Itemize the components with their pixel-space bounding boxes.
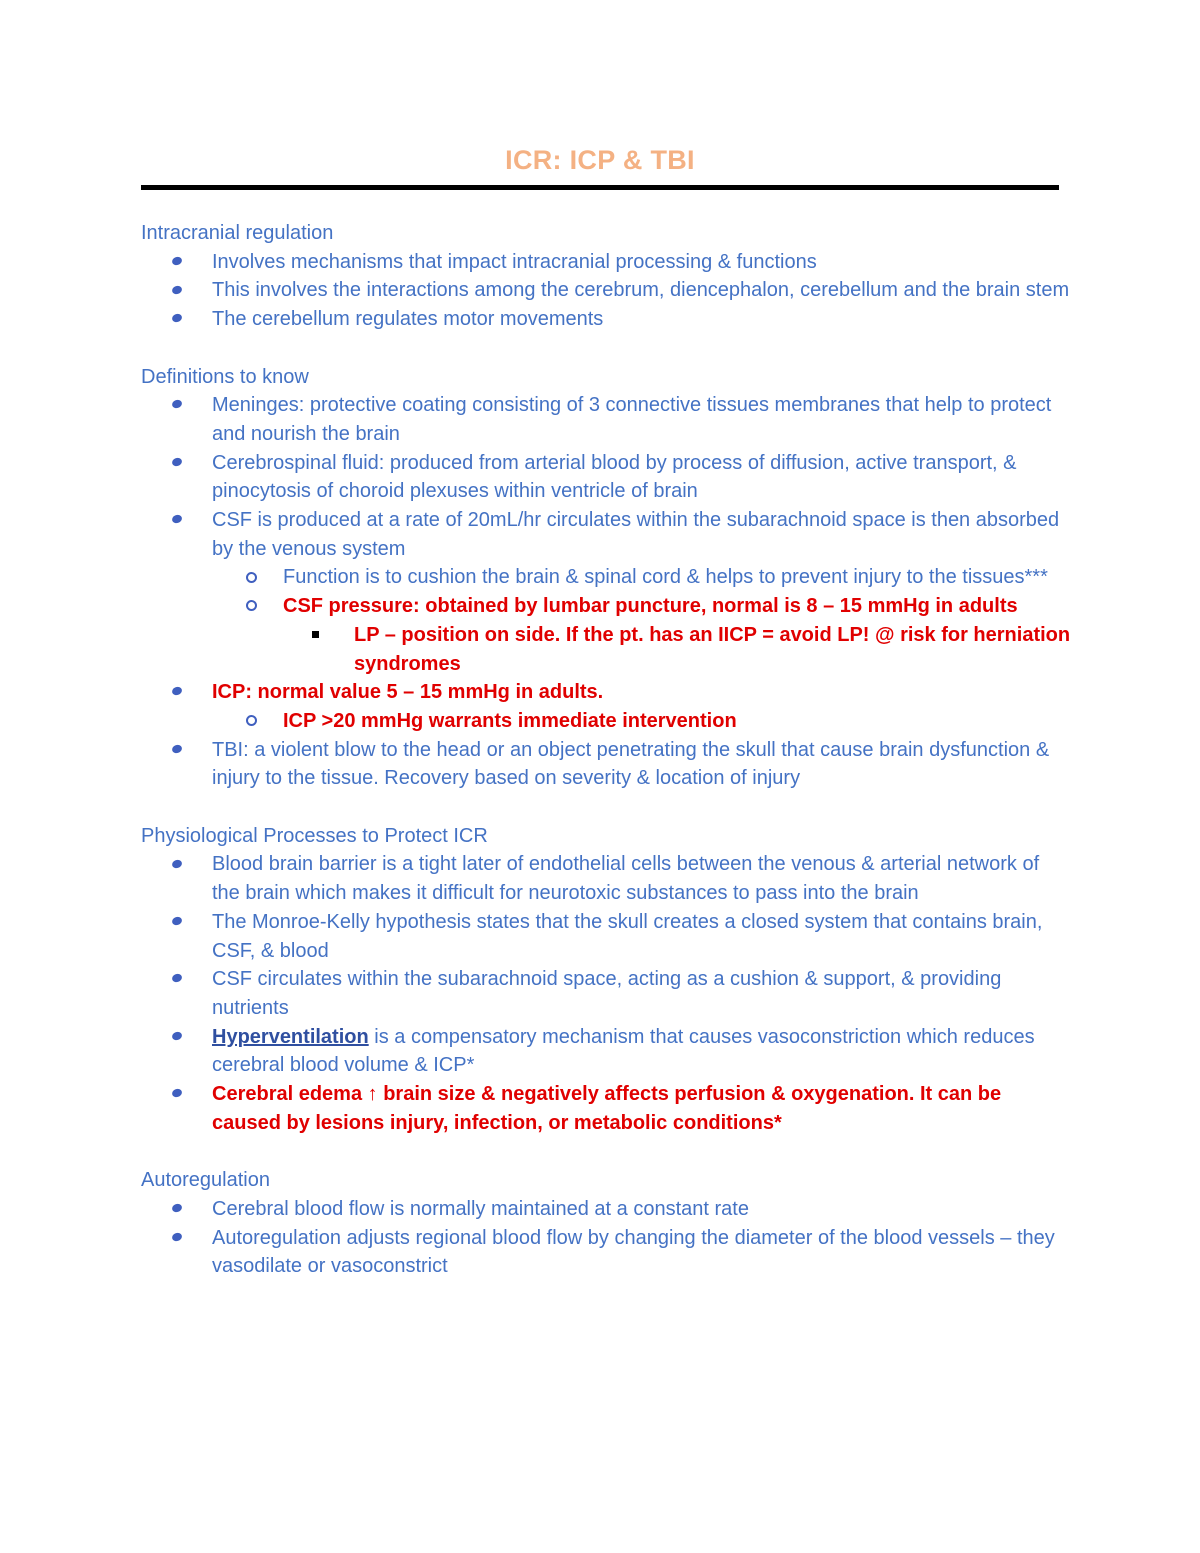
bullet-dot-icon xyxy=(172,678,182,707)
list-item: TBI: a violent blow to the head or an object penetrating the skull that cause brain dysfunction & injury to the tissue. Recovery based on severity & location of injury xyxy=(141,736,1071,793)
list-item: CSF circulates within the subarachnoid space, acting as a cushion & support, & providing nutrients xyxy=(141,965,1071,1022)
list-item: ICP: normal value 5 – 15 mmHg in adults. xyxy=(141,678,1071,707)
list-item: The Monroe-Kelly hypothesis states that the skull creates a closed system that contains brain, CSF, & blood xyxy=(141,908,1071,965)
list-item: Function is to cushion the brain & spinal cord & helps to prevent injury to the tissues*** xyxy=(141,563,1071,592)
autoregulation-list xyxy=(141,1195,1071,1281)
bullet-dot-icon xyxy=(172,1023,182,1052)
list-item: Cerebrospinal fluid: produced from arterial blood by process of diffusion, active transport, & pinocytosis of choroid plexuses within ventricle of brain xyxy=(141,449,1071,506)
bullet-dot-icon xyxy=(172,276,182,305)
list-item: Autoregulation adjusts regional blood flow by changing the diameter of the blood vessels – they vasodilate or vasoconstrict xyxy=(141,1224,1071,1281)
list-item: The cerebellum regulates motor movements xyxy=(141,305,1071,334)
bullet-dot-icon xyxy=(172,1080,182,1109)
intracranial-list xyxy=(141,248,1071,334)
bullet-dot-icon xyxy=(172,908,182,937)
list-item: This involves the interactions among the cerebrum, diencephalon, cerebellum and the brain stem xyxy=(141,276,1071,305)
list-item: Blood brain barrier is a tight later of endothelial cells between the venous & arterial network of the brain which makes it difficult for neurotoxic substances to pass into the brain xyxy=(141,850,1071,907)
list-item: Hyperventilation is a compensatory mechanism that causes vasoconstriction which reduces cerebral blood volume & ICP* xyxy=(141,1023,1071,1080)
list-item: CSF pressure: obtained by lumbar puncture, normal is 8 – 15 mmHg in adults xyxy=(141,592,1071,621)
bullet-dot-icon xyxy=(172,1195,182,1224)
list-item: LP – position on side. If the pt. has an IICP = avoid LP! @ risk for herniation syndromes xyxy=(141,621,1071,678)
list-item: Involves mechanisms that impact intracranial processing & functions xyxy=(141,248,1071,277)
section-heading-physiological: Physiological Processes to Protect ICR xyxy=(141,824,488,847)
bullet-dot-icon xyxy=(172,248,182,277)
bullet-dot-icon xyxy=(172,965,182,994)
section-heading-autoregulation: Autoregulation xyxy=(141,1169,270,1192)
bullet-circle-icon xyxy=(246,707,257,736)
bullet-dot-icon xyxy=(172,736,182,765)
list-item: Cerebral blood flow is normally maintained at a constant rate xyxy=(141,1195,1071,1224)
bullet-dot-icon xyxy=(172,506,182,535)
list-item: Meninges: protective coating consisting of 3 connective tissues membranes that help to protect and nourish the brain xyxy=(141,391,1071,448)
bullet-circle-icon xyxy=(246,592,257,621)
hyperventilation-term: Hyperventilation xyxy=(212,1025,369,1048)
document-title: ICR: ICP & TBI xyxy=(505,145,695,175)
list-item: Cerebral edema ↑ brain size & negatively affects perfusion & oxygenation. It can be caused by lesions injury, infection, or metabolic conditions* xyxy=(141,1080,1071,1137)
title-rule xyxy=(141,185,1059,190)
section-heading-intracranial: Intracranial regulation xyxy=(141,222,334,244)
physiological-list xyxy=(141,850,1071,1137)
section-heading-definitions: Definitions to know xyxy=(141,365,309,388)
bullet-dot-icon xyxy=(172,391,182,420)
bullet-dot-icon xyxy=(172,850,182,879)
bullet-circle-icon xyxy=(246,563,257,592)
list-item: CSF is produced at a rate of 20mL/hr circulates within the subarachnoid space is then absorbed by the venous system xyxy=(141,506,1071,563)
bullet-dot-icon xyxy=(172,449,182,478)
bullet-square-icon xyxy=(312,621,319,650)
definitions-list xyxy=(141,391,1071,793)
bullet-dot-icon xyxy=(172,1224,182,1253)
list-item: ICP >20 mmHg warrants immediate intervention xyxy=(141,707,1071,736)
document-body xyxy=(141,219,1071,1281)
bullet-dot-icon xyxy=(172,305,182,334)
